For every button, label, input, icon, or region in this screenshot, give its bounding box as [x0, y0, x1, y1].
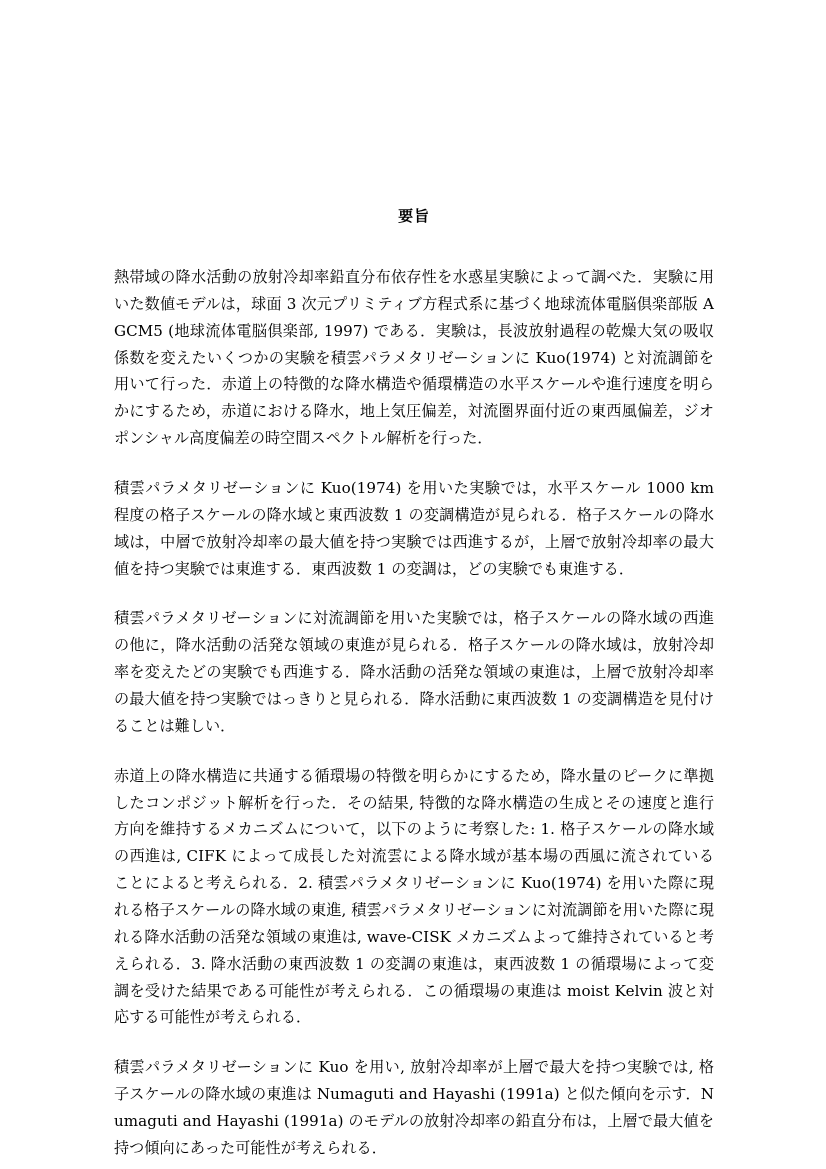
abstract-section	[114, 205, 714, 1162]
abstract-paragraph-3: 積雲パラメタリゼーションに対流調節を用いた実験では，格子スケールの降水域の西進の他に，降水活動の活発な領域の東進が見られる．格子スケールの降水域は，放射冷却率を変えたどの実験でも西進する．降水活動の活発な領域の東進は，上層で放射冷却率の最大値を持つ実験ではっきりと見られる．降水活動に東西波数 1 の変調構造を見付けることは難しい．	[114, 609, 714, 735]
abstract-paragraph-4: 赤道上の降水構造に共通する循環場の特徴を明らかにするため，降水量のピークに準拠したコンポジット解析を行った．その結果, 特徴的な降水構造の生成とその速度と進行方向を維持するメカニズムについて，以下のように考察した: 1. 格子スケールの降水域の西進は, CIFK によって成長した対流雲による降水域が基本場の西風に流されていることによると考えられる．2. 積雲パラメタリゼーションに Kuo(1974) を用いた際に現れる格子スケールの降水域の東進, 積雲パラメタリゼーションに対流調節を用いた際に現れる降水活動の活発な領域の東進は, wave-CISK メカニズムよって維持されていると考えられる．3. 降水活動の東西波数 1 の変調の東進は，東西波数 1 の循環場によって変調を受けた結果である可能性が考えられる．この循環場の東進は moist Kelvin 波と対応する可能性が考えられる．	[114, 766, 714, 1027]
abstract-paragraph-1: 熱帯域の降水活動の放射冷却率鉛直分布依存性を水惑星実験によって調べた．実験に用いた数値モデルは，球面 3 次元プリミティブ方程式系に基づく地球流体電脳倶楽部版 AGCM5 (地球流体電脳倶楽部, 1997) である．実験は，長波放射過程の乾燥大気の吸収係数を変えたいくつかの実験を積雲パラメタリゼーションに Kuo(1974) と対流調節を用いて行った．赤道上の特徴的な降水構造や循環構造の水平スケールや進行速度を明らかにするため，赤道における降水，地上気圧偏差，対流圏界面付近の東西風偏差，ジオポンシャル高度偏差の時空間スペクトル解析を行った．	[114, 268, 714, 448]
abstract-paragraph-5: 積雲パラメタリゼーションに Kuo を用い, 放射冷却率が上層で最大を持つ実験では, 格子スケールの降水域の東進は Numaguti and Hayashi (1991a) と似た傾向を示す．Numaguti and Hayashi (1991a) のモデルの放射冷却率の鉛直分布は，上層で最大値を持つ傾向にあった可能性が考えられる．	[114, 1058, 714, 1157]
abstract-paragraph-2: 積雲パラメタリゼーションに Kuo(1974) を用いた実験では，水平スケール 1000 km 程度の格子スケールの降水域と東西波数 1 の変調構造が見られる．格子スケールの降水域は，中層で放射冷却率の最大値を持つ実験では西進するが，上層で放射冷却率の最大値を持つ実験では東進する．東西波数 1 の変調は，どの実験でも東進する．	[114, 479, 714, 578]
abstract-heading: 要旨	[398, 207, 430, 225]
